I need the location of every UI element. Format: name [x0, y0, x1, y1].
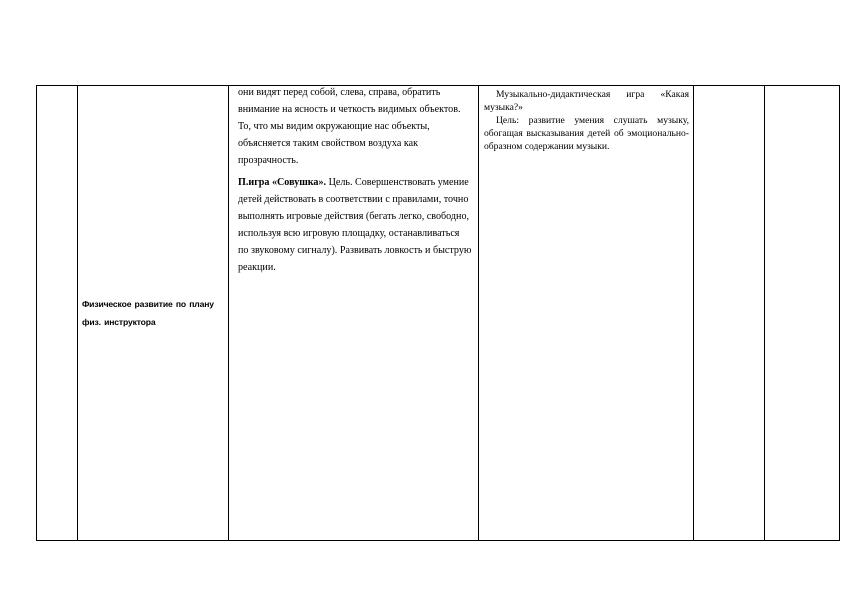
music-game-name: Музыкально-дидактическая игра «Какая музыка?»: [484, 89, 689, 113]
activity-paragraph: они видят перед собой, слева, справа, обратить внимание на ясность и четкость видимых объектов. То, что мы видим окружающие нас объекты, объясняется таким свойством воздуха как прозрачность.: [238, 87, 461, 166]
game-title: П.игра «Совушка».: [238, 177, 327, 188]
music-goal: Цель: развитие умения слушать музыку, обогащая высказывания детей об эмоционально-образном содержании музыки.: [484, 115, 689, 152]
index-cell: [37, 86, 78, 541]
activity-text: [238, 86, 472, 277]
music-cell: [479, 86, 694, 541]
game-goal: Цель. Совершенствовать умение детей действовать в соответствии с правилами, точно выполнять игровые действия (бегать легко, свободно, используя всю игровую площадку, останавливаться по звуковому сигналу). Развивать ловкость и быструю реакции.: [238, 177, 472, 273]
section-cell: [78, 86, 229, 541]
table-row: [37, 86, 840, 541]
game-paragraph: [238, 174, 472, 276]
section-label: Физическое развитие по плану физ. инструктора: [82, 299, 214, 327]
activity-cell: [229, 86, 479, 541]
empty-cell: [694, 86, 765, 541]
plan-table: [36, 85, 840, 541]
music-text: [484, 88, 689, 153]
empty-cell: [765, 86, 840, 541]
